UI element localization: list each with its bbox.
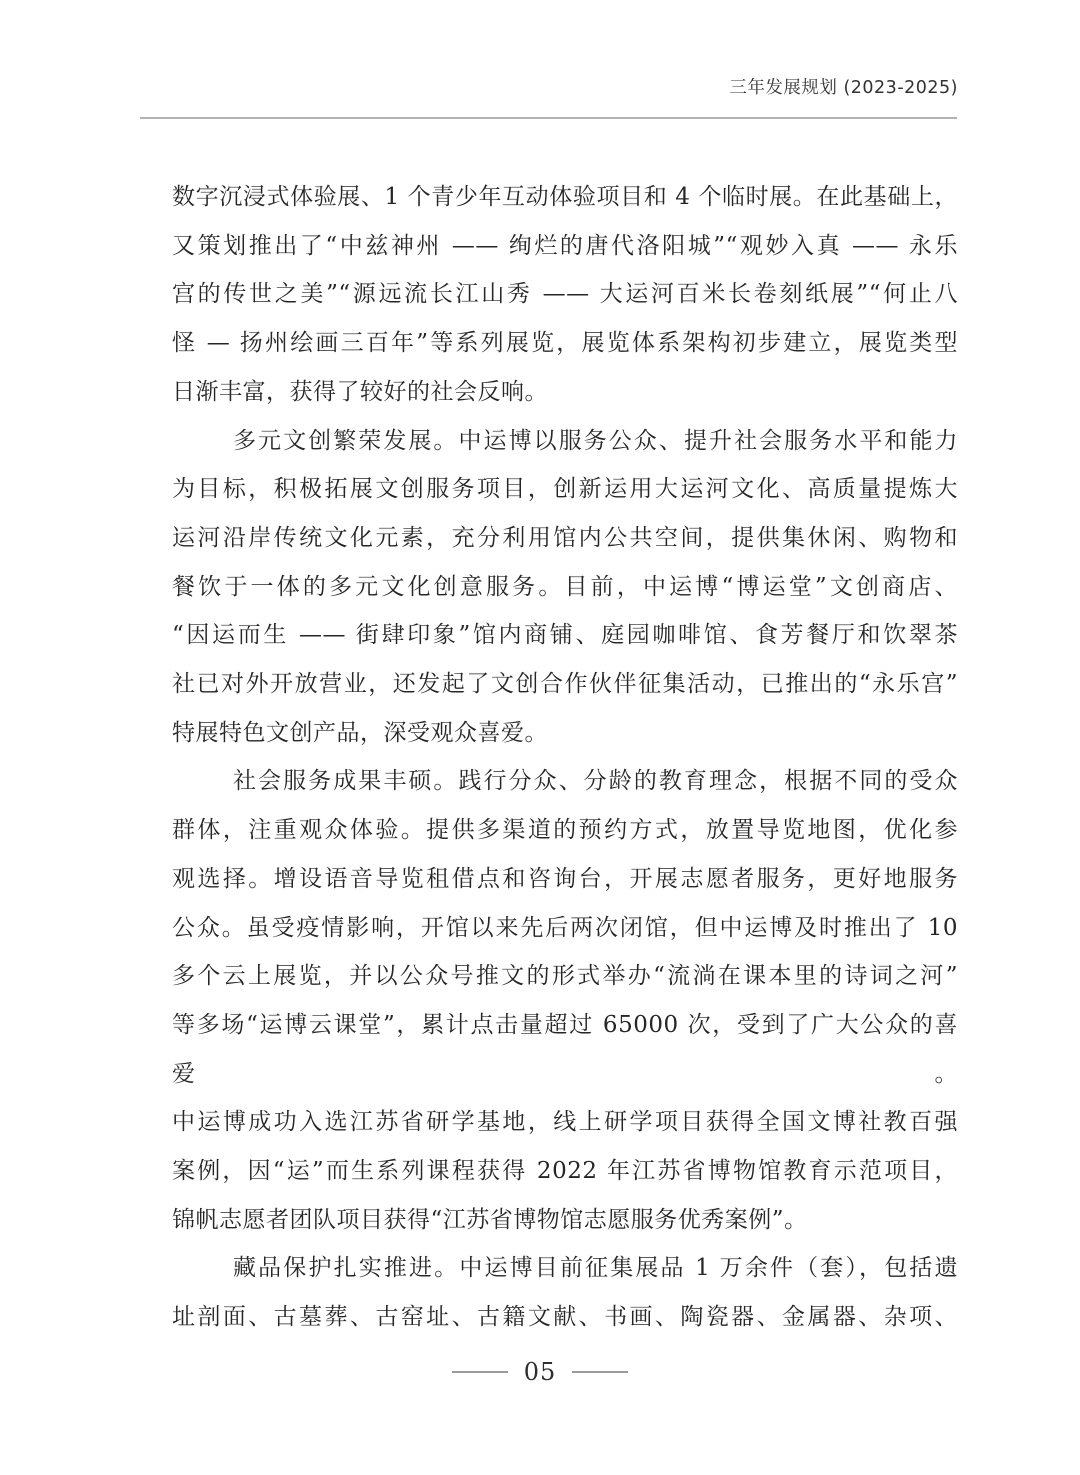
text-line: 特展特色文创产品，深受观众喜爱。 (172, 719, 548, 746)
text-line: 宫的传世之美”“源远流长江山秀 —— 大运河百米长卷刻纸展”“何止八 (172, 281, 958, 308)
document-body (172, 173, 958, 1342)
text-line: 锦帆志愿者团队项目获得“江苏省博物馆志愿服务优秀案例”。 (172, 1206, 808, 1233)
paragraph (172, 1244, 958, 1341)
page-footer (0, 1360, 1080, 1384)
footer-dash-left (452, 1371, 508, 1373)
text-line: 运河沿岸传统文化元素，充分利用馆内公共空间，提供集休闲、购物和 (172, 524, 958, 551)
text-line: 多元文创繁荣发展。中运博以服务公众、提升社会服务水平和能力 (233, 427, 958, 454)
text-line: 案例，因“运”而生系列课程获得 2022 年江苏省博物馆教育示范项目， (172, 1158, 958, 1185)
text-line: 社已对外开放营业，还发起了文创合作伙伴征集活动，已推出的“永乐宫” (172, 671, 958, 698)
text-line: “因运而生 —— 街肆印象”馆内商铺、庭园咖啡馆、食芳餐厅和饮翠茶 (172, 622, 958, 649)
paragraph (172, 173, 958, 417)
text-line: 观选择。增设语音导览租借点和咨询台，开展志愿者服务，更好地服务 (172, 865, 958, 892)
text-line: 多个云上展览，并以公众号推文的形式举办“流淌在课本里的诗词之河” (172, 963, 958, 990)
paragraph (172, 757, 958, 1244)
header-rule (140, 117, 957, 119)
page-number: 05 (523, 1358, 557, 1386)
text-line: 数字沉浸式体验展、1 个青少年互动体验项目和 4 个临时展。在此基础上， (172, 184, 958, 210)
text-line: 群体，注重观众体验。提供多渠道的预约方式，放置导览地图，优化参 (172, 817, 958, 844)
header-title: 三年发展规划 (2023-2025) (729, 78, 958, 98)
text-line: 日渐丰富，获得了较好的社会反响。 (172, 378, 548, 405)
text-line: 藏品保护扎实推进。中运博目前征集展品 1 万余件（套），包括遗 (233, 1255, 958, 1282)
text-line: 中运博成功入选江苏省研学基地，线上研学项目获得全国文博社教百强 (172, 1109, 958, 1136)
footer-dash-right (572, 1371, 628, 1373)
text-line: 为目标，积极拓展文创服务项目，创新运用大运河文化、高质量提炼大 (172, 476, 958, 503)
text-line: 怪 — 扬州绘画三百年”等系列展览，展览体系架构初步建立，展览类型 (172, 330, 958, 357)
text-line: 又策划推出了“中兹神州 —— 绚烂的唐代洛阳城”“观妙入真 —— 永乐 (172, 232, 958, 259)
paragraph (172, 417, 958, 758)
text-line: 公众。虽受疫情影响，开馆以来先后两次闭馆，但中运博及时推出了 10 (172, 914, 958, 941)
text-line: 餐饮于一体的多元文化创意服务。目前，中运博“博运堂”文创商店、 (172, 573, 958, 600)
text-line: 等多场“运博云课堂”，累计点击量超过 65000 次，受到了广大公众的喜爱。 (172, 1011, 958, 1087)
text-line: 社会服务成果丰硕。践行分众、分龄的教育理念，根据不同的受众 (233, 768, 958, 795)
text-line: 址剖面、古墓葬、古窑址、古籍文献、书画、陶瓷器、金属器、杂项、 (172, 1304, 958, 1331)
